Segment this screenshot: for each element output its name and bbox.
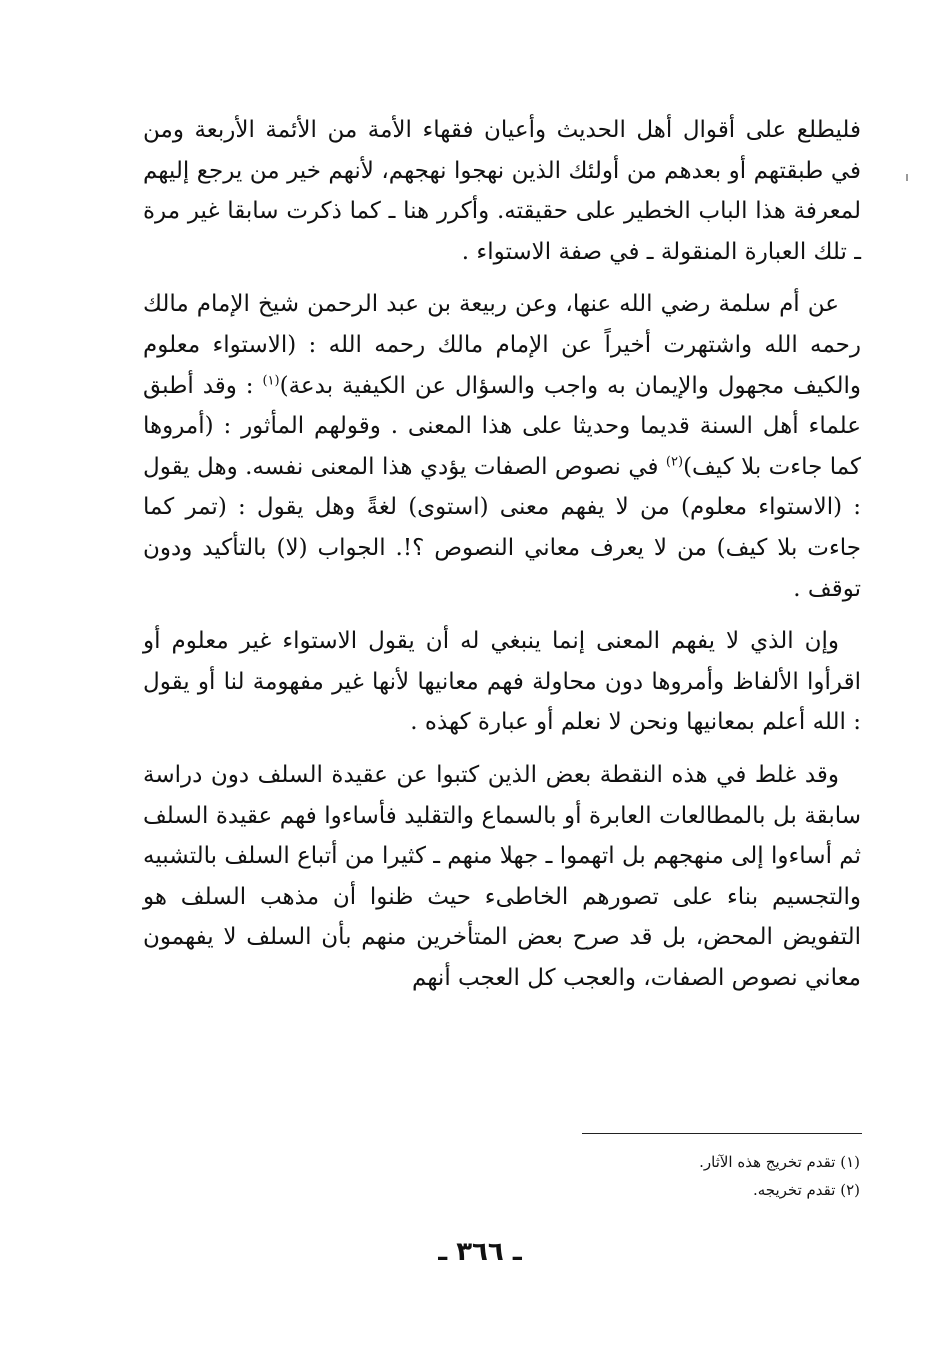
footnote-ref-2[interactable]: (٢) bbox=[665, 454, 684, 470]
paragraph-2-part-c: في نصوص الصفات يؤدي هذا المعنى نفسه. وهل يقول : (الاستواء معلوم) من لا يفهم معنى (استوى) لغةً وهل يقول : (تمر كما جاءت بلا كيف) من لا يعرف معاني النصوص ؟!. الجواب (لا) بالتأكيد ودون توقف . bbox=[143, 453, 861, 602]
paragraph-1: فليطلع على أقوال أهل الحديث وأعيان فقهاء الأمة من الأئمة الأربعة ومن في طبقتهم أو بعدهم من أولئك الذين نهجوا نهجهم، لأنهم خير من يرجع إليهم لمعرفة هذا الباب الخطير على حقيقته. وأكرر هنا ـ كما ذكرت سابقا غير مرة ـ تلك العبارة المنقولة ـ في صفة الاستواء . bbox=[143, 117, 861, 265]
page-number: ـ ٣٦٦ ـ bbox=[438, 1237, 522, 1267]
footnote-ref-1[interactable]: (١) bbox=[262, 372, 280, 388]
footnote-divider bbox=[582, 1133, 862, 1134]
footnote-1: (١) تقدم تخريج هذه الآثار. bbox=[699, 1153, 860, 1171]
scan-speck bbox=[906, 174, 908, 181]
paragraph-2 bbox=[143, 284, 861, 609]
footnote-2: (٢) تقدم تخريجه. bbox=[752, 1181, 860, 1199]
paragraph-4: وقد غلط في هذه النقطة بعض الذين كتبوا عن عقيدة السلف دون دراسة سابقة بل بالمطالعات العابرة أو بالسماع والتقليد فأساءوا فهم عقيدة السلف ثم أساءوا إلى منهجهم بل اتهموا ـ جهلا منهم ـ كثيرا من أتباع السلف بالتشبيه والتجسيم بناء على تصورهم الخاطىء حيث ظنوا أن مذهب السلف هو التفويض المحض، بل قد صرح بعض المتأخرين منهم بأن السلف لا يفهمون معاني نصوص الصفات، والعجب كل العجب أنهم bbox=[143, 761, 861, 991]
paragraph-2-part-a: عن أم سلمة رضي الله عنها، وعن ربيعة بن عبد الرحمن شيخ الإمام مالك رحمه الله واشتهرت أخيراً عن الإمام مالك رحمه الله : (الاستواء معلوم والكيف مجهول والإيمان به واجب والسؤال عن الكيفية بدعة) bbox=[143, 291, 862, 399]
paragraph-2-part-b: : وقد أطبق علماء أهل السنة قديما وحديثا على هذا المعنى . وقولهم المأثور : (أمروها كما جاءت بلا كيف) bbox=[143, 372, 861, 480]
paragraph-3: وإن الذي لا يفهم المعنى إنما ينبغي له أن يقول الاستواء غير معلوم أو اقرأوا الألفاظ وأمروها دون محاولة فهم معانيها لأنها غير مفهومة لنا أو يقول : الله أعلم بمعانيها ونحن لا نعلم أو عبارة كهذه . bbox=[143, 628, 861, 736]
footnotes bbox=[520, 1148, 860, 1204]
main-text bbox=[143, 110, 861, 998]
